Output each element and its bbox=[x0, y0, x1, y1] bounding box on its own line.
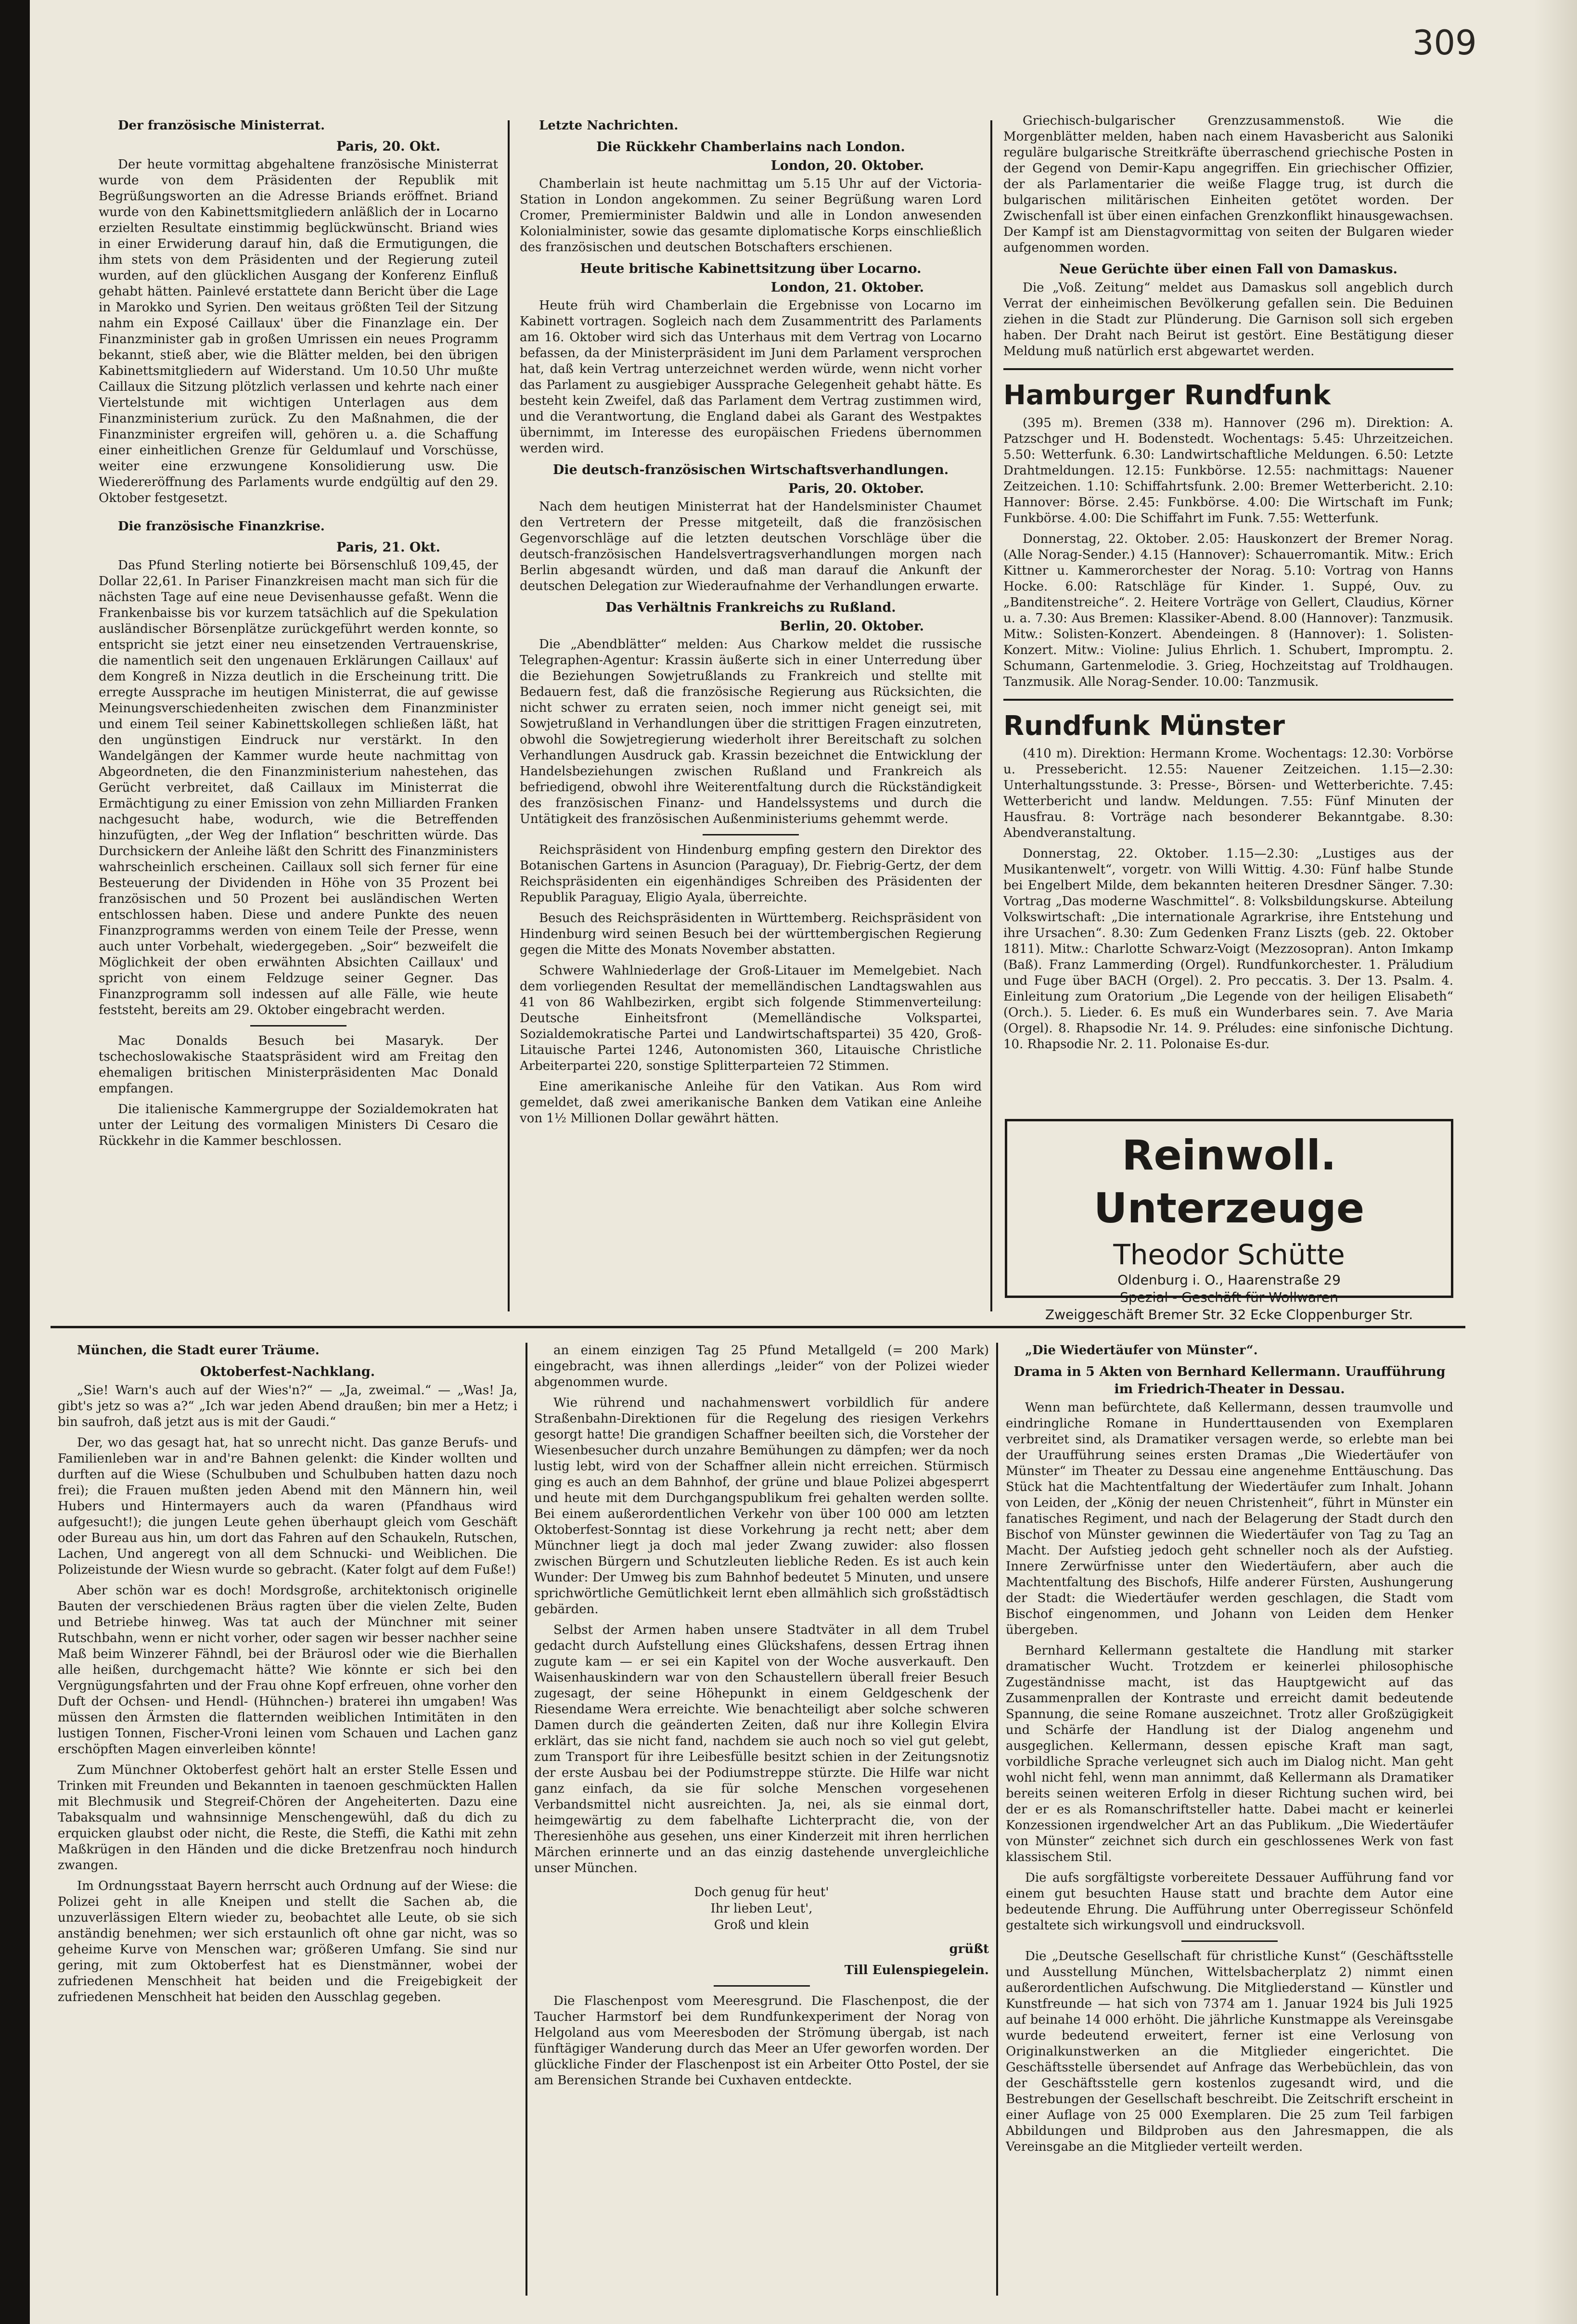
dateline: London, 21. Oktober. bbox=[770, 280, 924, 295]
subheadline: Neue Gerüchte über einen Fall von Damaskus. bbox=[1059, 262, 1398, 277]
article-paragraph: Aber schön war es doch! Mordsgroße, architektonisch originelle Bauten der verschiedenen Bräus ragten über die vielen Zelte, Buden und Betriebe hinweg. Was tat auch der Münchner mit seiner Rutschbahn, wenn er nicht vorher, oder sagen wir besser nachher seine Maß beim Winzerer Fähndl, bei der Bräurosl oder wie die Bierhallen alle heißen, durchgemacht hätte? Wie könnte er sich bei den Vergnügungsfahrten und der Frau ohne Kopf erfreuen, ohne vorher den Duft der Ochsen- und Hendl- (Hühnchen-) braterei ihn umgaben! Was müssen den Ärmsten die flatternden weiblichen Intimitäten in den lustigen Tonnen, Fischer-Vroni leinen vom Schauen und Lachen ganz erschöpften Magen einverleiben könnte! bbox=[58, 1583, 517, 1757]
column-muenchen bbox=[58, 1343, 517, 2296]
article-paragraph: Zum Münchner Oktoberfest gehört halt an erster Stelle Essen und Trinken mit Freunden und Bekannten in taenoen geschmückten Hallen mit Blechmusik und Stegreif-Chören der Angeheiterten. Dazu eine Tabaksqualm und wahnsinnige Menschengewühl, daß du dich zu erquicken glaubst oder nicht, die Reste, die Steffi, die Kathi mit zehn Maßkrügen in den Händen und die dicke Bretzenfrau noch hindurch zwangen. bbox=[58, 1763, 517, 1873]
column-wiedertaeufer bbox=[1006, 1343, 1453, 2296]
news-note: Die italienische Kammergruppe der Sozialdemokraten hat unter der Leitung des vormaligen Ministers Di Cesaro die Rückkehr in die Kammer beschlossen. bbox=[99, 1102, 498, 1148]
article-paragraph: Wie rührend und nachahmenswert vorbildlich für andere Straßenbahn-Direktionen für die Regelung des riesigen Verkehrs gesorgt hatte! Die grandigen Schaffner beeilten sich, die Vorsteher der Wiesenbesucher durch unzahre Bemühungen zu dämpfen; wer da noch lustig lebt, wird von der Schaffner allein nicht erreichen. Stürmisch ging es auch an dem Bahnhof, der grüne und blaue Polizei abgesperrt und heute mit dem Durchgangspublikum frei gehalten werden sollte. Bei einem außerordentlichen Verkehr von über 100 000 am letzten Oktoberfest-Sonntag ist diese Vorkehrung ja recht nett; aber dem Münchner liegt ja doch mal jeder Zwang zuwider: also flossen zwischen Bürgern und Schutzleuten liebliche Reden. Es ist auch kein Wunder: Der Umweg bis zum Bahnhof bedeutet 5 Minuten, und unsere sprichwörtliche Gemütlichkeit lernt eben allmählich sich großstädtisch gebärden. bbox=[534, 1396, 989, 1617]
article-paragraph: Im Ordnungsstaat Bayern herrscht auch Ordnung auf der Wiese: die Polizei geht in alle Kneipen und stellt die Sachen ab, die unzuverlässigen Eltern wieder zu, beobachtet alle Leute, ob sie sich anständig benehmen; wer sich erstaunlich oft ohne gar nicht, was so geheime Kurve von Menschen war; größeren Umfang. Sie sind nur gering, mit zum Oktoberfest hat es Dienstmänner, wobei der zufriedenen Menschheit hat beiden und die Freigebigkeit der zufriedenen Menschheit hat beiden den Ausschlag gegeben. bbox=[58, 1879, 517, 2004]
column-rule bbox=[526, 1343, 527, 2296]
column-muenchen-cont bbox=[534, 1343, 989, 2296]
divider bbox=[250, 1025, 346, 1027]
news-note: Die Flaschenpost vom Meeresgrund. Die Flaschenpost, die der Taucher Harmstorf bei dem Rundfunkexperiment der Norag von Helgoland aus vom Meeresboden der Strömung übergab, ist nach fünftägiger Wanderung durch das Meer an Ufer geworfen worden. Der glückliche Finder der Flaschenpost ist ein Arbeiter Otto Postel, der sie am Berensichen Strande bei Cuxhaven entdeckte. bbox=[534, 1994, 989, 2088]
ad-address: Oldenburg i. O., Haarenstraße 29 bbox=[1117, 1272, 1341, 1288]
dateline: Paris, 21. Okt. bbox=[336, 540, 440, 555]
news-note: Besuch des Reichspräsidenten in Württemberg. Reichspräsident von Hindenburg wird seinen Besuch bei der württembergischen Regierung gegen die Mitte des Monats November abstatten. bbox=[520, 911, 982, 957]
article-paragraph: Wenn man befürchtete, daß Kellermann, dessen traumvolle und eindringliche Romane in Hunderttausenden von Exemplaren verbreitet sind, als Dramatiker versagen werde, so erlebte man bei der Uraufführung seines ersten Dramas „Die Wiedertäufer von Münster“ im Theater zu Dessau eine angenehme Enttäuschung. Das Stück hat die Machtentfaltung der Wiedertäufer zum Inhalt. Johann von Leiden, der „König der neuen Christenheit“, führt in Münster ein fanatisches Regiment, und nach der Belagerung der Stadt durch den Bischof von Münster gewinnen die Wiedertäufer von Tag zu Tag an Macht. Der Aufstieg jedoch geht schneller noch als der Aufstieg. Innere Zerwürfnisse unter den Wiedertäufern, aber auch die Machtentfaltung des Bischofs, Hilfe anderer Fürsten, Aushungerung der Stadt: die Wiedertäufer werden geschlagen, die Stadt vom Bischof eingenommen, und Johann von Leiden dem Henker übergeben. bbox=[1006, 1400, 1453, 1637]
verse-line: Groß und klein bbox=[714, 1918, 809, 1932]
signature-greeting: grüßt bbox=[949, 1942, 989, 1956]
radio-schedule-head: (410 m). Direktion: Hermann Krome. Wochentags: 12.30: Vorbörse u. Pressebericht. 12.55: Nauener Zeitzeichen. 1.15—2.30: Unterhaltungsstunde. 3: Presse-, Börsen- und Wetterberichte. 7.45: Wetterbericht und landw. Meldungen. 7.55: Fünf Minuten der Hausfrau. 8: Vorträge nach besonderer Bekanntgabe. 8.30: Abendveranstaltung. bbox=[1003, 746, 1453, 840]
subheadline: Heute britische Kabinettsitzung über Locarno. bbox=[580, 261, 922, 276]
article-paragraph: Die „Abendblätter“ melden: Aus Charkow meldet die russische Telegraphen-Agentur: Krassin äußerte sich in einer Unterredung über die Beziehungen Sowjetrußlands zu Frankreich und stellte mit Bedauern fest, daß die französische Regierung aus Rücksichten, die nicht schwer zu erraten seien, noch immer nicht geneigt sei, mit Sowjetrußland in Verhandlungen über die strittigen Fragen einzutreten, obwohl die Sowjetregierung wiederholt ihrer Bereitschaft zu solchen Verhandlungen Ausdruck gab. Krassin bezeichnet die Entwicklung der Handelsbeziehungen zwischen Rußland und Frankreich als befriedigend, obwohl ihre Weiterentfaltung durch die Rückständigkeit des französischen Finanz- und Handelssystems und durch die Untätigkeit des französischen Außenministeriums gehemmt werde. bbox=[520, 637, 982, 826]
column-rule bbox=[508, 120, 510, 1311]
column-rule bbox=[990, 120, 992, 1311]
radio-schedule-body: Donnerstag, 22. Oktober. 1.15—2.30: „Lustiges aus der Musikantenwelt“, vorgetr. von Willi Wittig. 4.30: Fünf halbe Stunde bei Engelbert Milde, dem bekannten heiteren Dresdner Sänger. 7.30: Vortrag „Das moderne Waschmittel“. 8: Volksbildungskurse. Abteilung Volkswirtschaft: „Die internationale Agrarkrise, ihre Entstehung und ihre Ursachen“. 8.30: Zum Gedenken Franz Liszts (geb. 22. Oktober 1811). Mitw.: Charlotte Schwarz-Voigt (Mezzosopran). Anton Imkamp (Baß). Franz Lammerding (Orgel). Rundfunkorchester. 1. Präludium und Fuge über BACH (Orgel). 2. Pro peccatis. 3. Der 13. Psalm. 4. Einleitung zum Oratorium „Die Legende von der heiligen Elisabeth“ (Orch.). 5. Lieder. 6. Es muß ein Wunderbares sein. 7. Ave Maria (Orgel). 8. Rhapsodie Nr. 14. 9. Préludes: eine sinfonische Dichtung. 10. Rhapsodie Nr. 2. 11. Polonaise Es-dur. bbox=[1003, 847, 1453, 1052]
headline-muenchen: München, die Stadt eurer Träume. bbox=[77, 1343, 320, 1358]
ad-title: Reinwoll. Unterzeuge bbox=[1093, 1131, 1365, 1233]
ad-tagline: Spezial - Geschäft für Wollwaren bbox=[1120, 1289, 1338, 1305]
subheadline: Drama in 5 Akten von Bernhard Kellermann. Uraufführung im Friedrich-Theater in Dessau. bbox=[1013, 1364, 1446, 1397]
verse-line: Ihr lieben Leut', bbox=[710, 1901, 813, 1916]
dateline: Berlin, 20. Oktober. bbox=[780, 619, 924, 634]
article-paragraph: Selbst der Armen haben unsere Stadtväter in all dem Trubel gedacht durch Aufstellung eines Glückshafens, dessen Ertrag ihnen zugute kam — er sei ein Kapitel von der Woche ausverkauft. Den Waisenhauskindern war von den Schaustellern überall freier Besuch zugesagt, der seine Höhepunkt in einem Geldgeschenk der Riesendame Wera erreichte. Wie benachteiligt aber solche schweren Damen durch die geänderten Zeiten, daß nur ihre Kollegin Elvira erklärt, das sie nicht fand, nachdem sie auch noch so viel gut gelebt, zum Transport für ihre Leibesfülle besitzt schien in der Zeitungsnotiz der erste Ausbau bei der Podiumstreppe stürzte. Die Hilfe war nicht ganz einfach, da sie für solche Menschen vorgesehenen Verbandsmittel nicht ausreichten. Ja, nei, als sie einmal dort, heimgewärtig zu dem fabelhafte Lichterpracht die, von der Theresienhöhe aus gesehen, uns einer Kinderzeit mit ihren herrlichen Märchen erinnerte und an das einzig dastehende unvergleichliche unser München. bbox=[534, 1623, 989, 1875]
article-paragraph: Das Pfund Sterling notierte bei Börsenschluß 109,45, der Dollar 22,61. In Pariser Finanzkreisen macht man sich für die nächsten Tage auf eine neue Devisenhausse gefaßt. Wenn die Frankenbaisse bis vor kurzem tatsächlich auf die Spekulation ausländischer Börsenplätze zurückgeführt werden konnte, so entspricht sie jetzt einer neu einsetzenden Vertrauenskrise, die namentlich seit den ungenauen Erklärungen Caillaux' auf dem Kongreß in Nizza deutlich in die Erscheinung tritt. Die erregte Aussprache im heutigen Ministerrat, die auf gewisse Meinungsverschiedenheiten zwischen dem Finanzminister und einem Teil seiner Kabinettskollegen schließen läßt, hat den ungünstigen Eindruck nur verstärkt. In den Wandelgängen der Kammer wurde heute nachmittag von Abgeordneten, die den Finanzministerium nahestehen, das Gerücht verbreitet, daß Caillaux im Ministerrat die Ermächtigung zu einer Emission von zehn Milliarden Franken nachgesucht habe, wodurch, wie die Betreffenden hinzufügten, „der Weg der Inflation“ beschritten würde. Das Durchsickern der Anleihe läßt den Schritt des Finanzministers wahrscheinlich erscheinen. Caillaux soll sich ferner für eine Besteuerung der Dividenden in Höhe von 35 Prozent bei französischen und 50 Prozent bei ausländischen Werten entschlossen haben. Diese und andere Punkte des neuen Finanzprogramms werden von einem Teile der Presse, wenn auch unter Vorbehalt, wiedergegeben. „Soir“ bezweifelt die Möglichkeit der oben erwähnten Absichten Caillaux' und spricht von einem Feldzuge seiner Gegner. Das Finanzprogramm soll indessen auf alle Fälle, wie heute feststeht, bereits am 29. Oktober eingebracht werden. bbox=[99, 558, 498, 1017]
news-note: Die „Voß. Zeitung“ meldet aus Damaskus soll angeblich durch Verrat der einheimischen Bevölkerung gefallen sein. Die Beduinen ziehen in die Stadt zur Plünderung. Die Garnison soll sich ergeben haben. Der Draht nach Beirut ist gestört. Eine Bestätigung dieser Meldung muß natürlich erst abgewartet werden. bbox=[1003, 281, 1453, 359]
divider bbox=[1003, 368, 1453, 370]
advertisement-box bbox=[1005, 1119, 1453, 1322]
news-note: Mac Donalds Besuch bei Masaryk. Der tschechoslowakische Staatspräsident wird am Freitag den ehemaligen britischen Ministerpräsidenten Mac Donald empfangen. bbox=[99, 1034, 498, 1096]
subheadline: Die deutsch-französischen Wirtschaftsverhandlungen. bbox=[552, 462, 949, 477]
news-note: Eine amerikanische Anleihe für den Vatikan. Aus Rom wird gemeldet, daß zwei amerikanische Banken dem Vatikan eine Anleihe von 1½ Millionen Dollar gewährt hätten. bbox=[520, 1079, 982, 1126]
news-note: Griechisch-bulgarischer Grenzzusammenstoß. Wie die Morgenblätter melden, haben nach einem Havasbericht aus Saloniki reguläre bulgarische Streitkräfte überraschend griechische Posten in der Gegend von Demir-Kapu angegriffen. Ein griechischer Offizier, der als Parlamentarier die weiße Flagge trug, ist durch die bulgarischen militärischen Einheiten getötet worden. Der Zwischenfall ist über einen einfachen Grenzkonflikt hinausgewachsen. Der Kampf ist am Dienstagvormittag von seiten der Bulgaren wieder aufgenommen worden. bbox=[1003, 114, 1453, 255]
section-rule bbox=[51, 1326, 1465, 1328]
dateline: London, 20. Oktober. bbox=[770, 158, 924, 173]
news-note: Reichspräsident von Hindenburg empfing gestern den Direktor des Botanischen Gartens in Asuncion (Paraguay), Dr. Fiebrig-Gertz, der dem Reichspräsidenten ein eigenhändiges Schreiben des Präsidenten der Republik Paraguay, Eligio Ayala, überreichte. bbox=[520, 843, 982, 905]
column-letzte-nachrichten bbox=[520, 118, 982, 1316]
news-note: Die „Deutsche Gesellschaft für christliche Kunst“ (Geschäftsstelle und Ausstellung München, Wittelsbacherplatz 2) nimmt einen außerordentlichen Aufschwung. Die Mitgliederstand — Künstler und Kunstfreunde — hat sich von 7374 am 1. Januar 1924 bis Juli 1925 auf beinahe 14 000 erhöht. Die jährliche Kunstmappe als Vereinsgabe wurde bedeutend erweitert, ferner ist eine Verlosung von Originalkunstwerken an die Mitglieder eingerichtet. Die Geschäftsstelle übersendet auf Anfrage das Werbebüchlein, das von der Geschäftsstelle gern kostenlos zugesandt wird, und die Bestrebungen der Gesellschaft beschreibt. Die Zeitschrift erscheint in einer Auflage von 25 000 Exemplaren. Die 25 zum Teil farbigen Abbildungen und Bildproben aus den Jahresmappen, die als Vereinsgabe an die Mitglieder verteilt werden. bbox=[1006, 1949, 1453, 2154]
subheadline: Das Verhältnis Frankreichs zu Rußland. bbox=[605, 600, 896, 615]
subheadline: Die Rückkehr Chamberlains nach London. bbox=[596, 140, 905, 154]
article-paragraph: Bernhard Kellermann gestaltete die Handlung mit starker dramatischer Wucht. Trotzdem er keinerlei philosophische Zugeständnisse macht, ist das Hauptgewicht auf das Zusammenprallen der Kontraste und erreicht damit bedeutende Spannung, die seine Romane auszeichnet. Trotz aller Großzügigkeit und Schärfe der Handlung ist der Dialog angenehm und ausgeglichen. Kellermann, dessen epische Kraft man sagt, vorbildliche Sprache verleugnet sich auch im Dialog nicht. Man geht wohl nicht fehl, wenn man annimmt, daß Kellermann als Dramatiker bereits seinen weiteren Erfolg in dieser Richtung suchen wird, bei der er es als Romanschriftsteller hatte. Dabei macht er keinerlei Konzessionen irgendwelcher Art an das Publikum. „Die Wiedertäufer von Münster“ zeichnet sich durch ein geschlossenes Werk von fast klassischem Stil. bbox=[1006, 1643, 1453, 1864]
dateline: Paris, 20. Oktober. bbox=[788, 481, 924, 496]
ad-branch: Zweiggeschäft Bremer Str. 32 Ecke Cloppenburger Str. bbox=[1045, 1307, 1413, 1322]
closing-verse bbox=[534, 1884, 989, 1933]
radio-title-muenster: Rundfunk Münster bbox=[1003, 710, 1285, 742]
headline-wiedertaeufer: „Die Wiedertäufer von Münster“. bbox=[1025, 1343, 1258, 1358]
subheadline: Oktoberfest-Nachklang. bbox=[200, 1364, 375, 1379]
article-paragraph: Die aufs sorgfältigste vorbereitete Dessauer Aufführung fand vor einem gut besuchten Hause statt und brachte dem Autor eine bedeutende Ehrung. Die Aufführung unter Oberregisseur Schönfeld gestaltete sich wirkungsvoll und eindrucksvoll. bbox=[1006, 1871, 1453, 1933]
column-ministerrat bbox=[99, 118, 498, 1316]
column-radio bbox=[1003, 113, 1453, 1114]
radio-title-hamburg: Hamburger Rundfunk bbox=[1003, 380, 1331, 411]
ad-company: Theodor Schütte bbox=[1113, 1238, 1345, 1271]
divider bbox=[1181, 1940, 1278, 1942]
article-paragraph: Nach dem heutigen Ministerrat hat der Handelsminister Chaumet den Vertretern der Presse mitgeteilt, daß die französischen Gegenvorschläge auf die letzten deutschen Vorschläge über die deutsch-französischen Handelsvertragsverhandlungen morgen nach Berlin abgesandt würden, und daß man darauf die Ankunft der deutschen Delegation zur Wiederaufnahme der Verhandlungen erwarte. bbox=[520, 500, 982, 593]
divider bbox=[714, 1985, 810, 1987]
radio-schedule-head: (395 m). Bremen (338 m). Hannover (296 m). Direktion: A. Patzschger und H. Bodenstedt. Wochentags: 5.45: Uhrzeitzeichen. 5.50: Wetterfunk. 6.30: Landwirtschaftliche Meldungen. 6.50: Letzte Drahtmeldungen. 12.15: Funkbörse. 12.55: nachmittags: Nauener Zeitzeichen. 1.10: Schiffahrtsfunk. 2.00: Bremer Wetterbericht. 2.10: Hannover: Börse. 2.45: Funkbörse. 4.00: Die Wirtschaft im Funk; Funkbörse. 4.00: Die Schiffahrt im Funk. 7.55: Wetterfunk. bbox=[1003, 416, 1453, 526]
headline-letzte-nachrichten: Letzte Nachrichten. bbox=[539, 118, 679, 133]
headline-finanzkrise: Die französische Finanzkrise. bbox=[118, 519, 325, 534]
article-paragraph: „Sie! Warn's auch auf der Wies'n?“ — „Ja, zweimal.“ — „Was! Ja, gibt's jetz so was a?“ „Ich war jeden Abend draußen; bin mer a Hetz; i bin saufroh, daß jetzt aus is mit der Gaudi.“ bbox=[58, 1383, 517, 1429]
article-paragraph: Heute früh wird Chamberlain die Ergebnisse von Locarno im Kabinett vortragen. Sogleich nach dem Zusammentritt des Parlaments am 16. Oktober wird sich das Unterhaus mit dem Vertrag von Locarno befassen, da der Ministerpräsident im Juni dem Parlament versprochen hat, daß kein Vertrag unterzeichnet werden würde, wenn nicht vorher das Parlament zu ausgiebiger Aussprache Gelegenheit gehabt hätte. Es besteht kein Zweifel, daß das Parlament dem Vertrag zustimmen wird, und die Verantwortung, die England dabei als Garant des Westpaktes übernimmt, im Interesse des europäischen Friedens übernommen werden wird. bbox=[520, 298, 982, 456]
binding-shadow bbox=[0, 0, 30, 2324]
divider bbox=[703, 834, 799, 835]
column-rule bbox=[996, 1343, 998, 2296]
page-number: 309 bbox=[1412, 23, 1477, 63]
article-paragraph: an einem einzigen Tag 25 Pfund Metallgeld (= 200 Mark) eingebracht, was ihnen allerdings „leider“ von der Polizei wieder abgenommen wurde. bbox=[534, 1343, 989, 1389]
headline-ministerrat: Der französische Ministerrat. bbox=[118, 118, 325, 133]
verse-line: Doch genug für heut' bbox=[694, 1885, 829, 1900]
article-paragraph: Der, wo das gesagt hat, hat so unrecht nicht. Das ganze Berufs- und Familienleben war in and're Bahnen gelenkt: die Kinder wollten und durften auf die Wiese (Schulbuben und Schulbuben hatten dazu noch frei); die Frauen mußten jeden Abend mit den Männern hin, weil Hubers und Hintermayers auch da waren (Pfandhaus wird aufgesucht!); die jungen Leute gehen überhaupt gleich vom Geschäft oder Bureau aus hin, um dort das Fahren auf den Schaukeln, Rutschen, Lachen, Und angeregt von all dem Schnucki- und Weiblichen. Die Polizeistunde der Wiesn wurde so gebracht. (Kater folgt auf dem Fuße!) bbox=[58, 1436, 517, 1577]
article-paragraph: Der heute vormittag abgehaltene französische Ministerrat wurde von dem Präsidenten der Republik mit Begrüßungsworten an die Adresse Briands eröffnet. Briand wurde von den Kabinettsmitgliedern anläßlich der in Locarno erzielten Resultate einstimmig beglückwünscht. Briand wies in einer Erwiderung darauf hin, daß die Ermutigungen, die ihm stets von dem Präsidenten und der Regierung zuteil wurden, auf den glücklichen Ausgang der Konferenz Einfluß gehabt hätten. Painlevé erstattete dann Bericht über die Lage in Marokko und Syrien. Den weitaus größten Teil der Sitzung nahm ein Exposé Caillaux' über die Finanzlage ein. Der Finanzminister gab in großen Umrissen ein neues Programm bekannt, stieß aber, wie die Blätter melden, bei den übrigen Kabinettsmitgliedern auf Widerstand. Um 10.50 Uhr mußte Caillaux die Sitzung plötzlich verlassen und kehrte nach einer Viertelstunde mit wichtigen Unterlagen aus dem Finanzministerium zurück. Zu den Maßnahmen, die der Finanzminister ergreifen will, gehören u. a. die Schaffung einer einheitlichen Grenze für Geldumlauf und Vorschüsse, weiter eine erzwungene Konsolidierung usw. Die Wiedereröffnung des Parlaments wurde endgültig auf den 29. Oktober festgesetzt. bbox=[99, 157, 498, 505]
news-note: Schwere Wahlniederlage der Groß-Litauer im Memelgebiet. Nach dem vorliegenden Resultat der memelländischen Landtagswahlen aus 41 von 86 Wahlbezirken, ergibt sich folgende Stimmenverteilung: Deutsche Einheitsfront (Memelländische Volkspartei, Sozialdemokratische Partei und Landwirtschaftspartei) 35 420, Groß-Litauische Partei 1246, Autonomisten 360, Litauische Christliche Arbeiterpartei 220, sonstige Splitterparteien 72 Stimmen. bbox=[520, 963, 982, 1073]
divider bbox=[1003, 699, 1453, 701]
article-paragraph: Chamberlain ist heute nachmittag um 5.15 Uhr auf der Victoria-Station in London angekommen. Zu seiner Begrüßung waren Lord Cromer, Premierminister Baldwin und alle in London anwesenden Kolonialminister, sowie das gesamte diplomatische Korps einschließlich des französischen und deutschen Botschafters erschienen. bbox=[520, 177, 982, 255]
page-edge bbox=[1534, 0, 1577, 2324]
signature-author: Till Eulenspiegelein. bbox=[844, 1963, 989, 1977]
dateline: Paris, 20. Okt. bbox=[336, 139, 440, 154]
radio-schedule-body: Donnerstag, 22. Oktober. 2.05: Hauskonzert der Bremer Norag. (Alle Norag-Sender.) 4.15 (Hannover): Schauerromantik. Mitw.: Erich Kittner u. Kammerorchester der Norag. 5.10: Vortrag von Hanns Hocke. 6.00: Ratschläge für Kinder. 1. Suppé, Ouv. zu „Banditenstreiche“. 2. Heitere Vorträge von Gellert, Claudius, Körner u. a. 7.30: Aus Bremen: Klassiker-Abend. 8.00 (Hannover): Tanzmusik. Mitw.: Solisten-Konzert. Abendeingen. 8 (Hannover): 1. Solisten-Konzert. Mitw.: Violine: Julius Ehrlich. 1. Schubert, Impromptu. 2. Schumann, Gartenmelodie. 3. Grieg, Hochzeitstag auf Troldhaugen. Tanzmusik. Alle Norag-Sender. 10.00: Tanzmusik. bbox=[1003, 532, 1453, 689]
